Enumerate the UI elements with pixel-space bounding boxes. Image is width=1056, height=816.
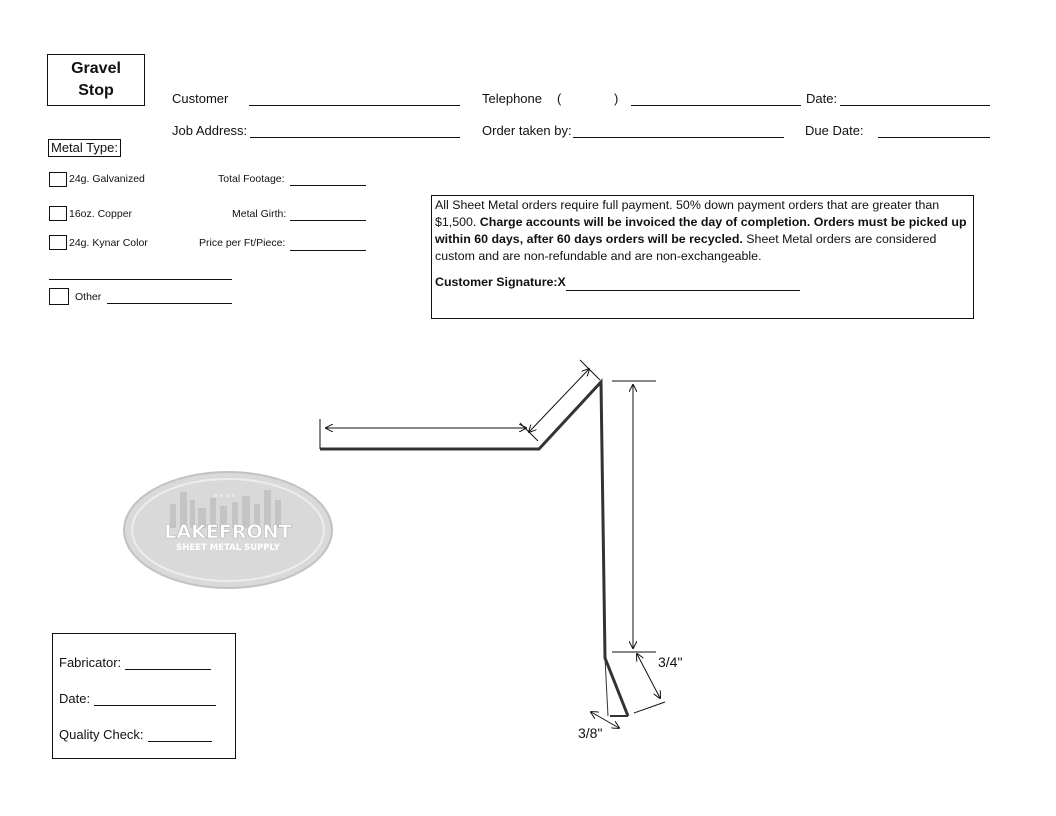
fab-date-row [59,691,216,706]
quality-check-field[interactable] [148,729,212,742]
customer-signature-label: Customer Signature:X [435,275,566,289]
galvanized-label: 24g. Galvanized [69,173,145,185]
fabricator-box [52,633,236,759]
telephone-close-paren: ) [614,91,619,106]
fab-date-label: Date: [59,691,91,706]
telephone-open-paren: ( [557,91,562,106]
fabricator-row [59,655,211,670]
order-taken-label: Order taken by: [482,123,572,138]
fabricator-label: Fabricator: [59,655,122,670]
dim-label-3-8: 3/8" [578,725,603,741]
notice-text-part1: All Sheet Metal orders require full payment. 50% down payment orders that are greater than $1,500. [435,198,940,229]
logo-text-sub: SHEET METAL SUPPLY [176,543,280,553]
quality-check-label: Quality Check: [59,727,144,742]
price-label: Price per Ft/Piece: [199,237,286,249]
dim-label-3-4: 3/4" [658,654,683,670]
quality-check-row [59,727,212,742]
date-label: Date: [806,91,838,106]
form-title-line1: Gravel [71,60,121,77]
form-title-line2: Stop [78,82,114,99]
telephone-label: Telephone [482,91,542,106]
copper-label: 16oz. Copper [69,208,133,220]
metal-type-heading: Metal Type: [48,139,121,157]
logo-text-main: LAKEFRONT [164,521,292,543]
profile-line [320,382,628,716]
notice-text-part2: Sheet Metal orders are considered custom and are non-refundable and are non-exchangeable. [435,232,937,263]
notice-text-bold: Charge accounts will be invoiced the day of completion. Orders must be picked up within 60 days, after 60 days orders will be recycled. [435,215,967,246]
metal-girth-label: Metal Girth: [232,208,287,220]
other-label: Other [75,291,102,303]
due-date-label: Due Date: [805,123,864,138]
fab-date-field[interactable] [94,693,216,706]
dim-slope-arrow [529,369,589,432]
dim-slope-tick-high [580,360,600,380]
fabricator-field[interactable] [125,657,211,670]
total-footage-label: Total Footage: [218,173,285,185]
customer-label: Customer [172,91,229,106]
dim-34-arrow [637,654,660,698]
kynar-label: 24g. Kynar Color [69,237,148,249]
job-address-label: Job Address: [172,123,248,138]
dim-34-tick [634,702,665,713]
